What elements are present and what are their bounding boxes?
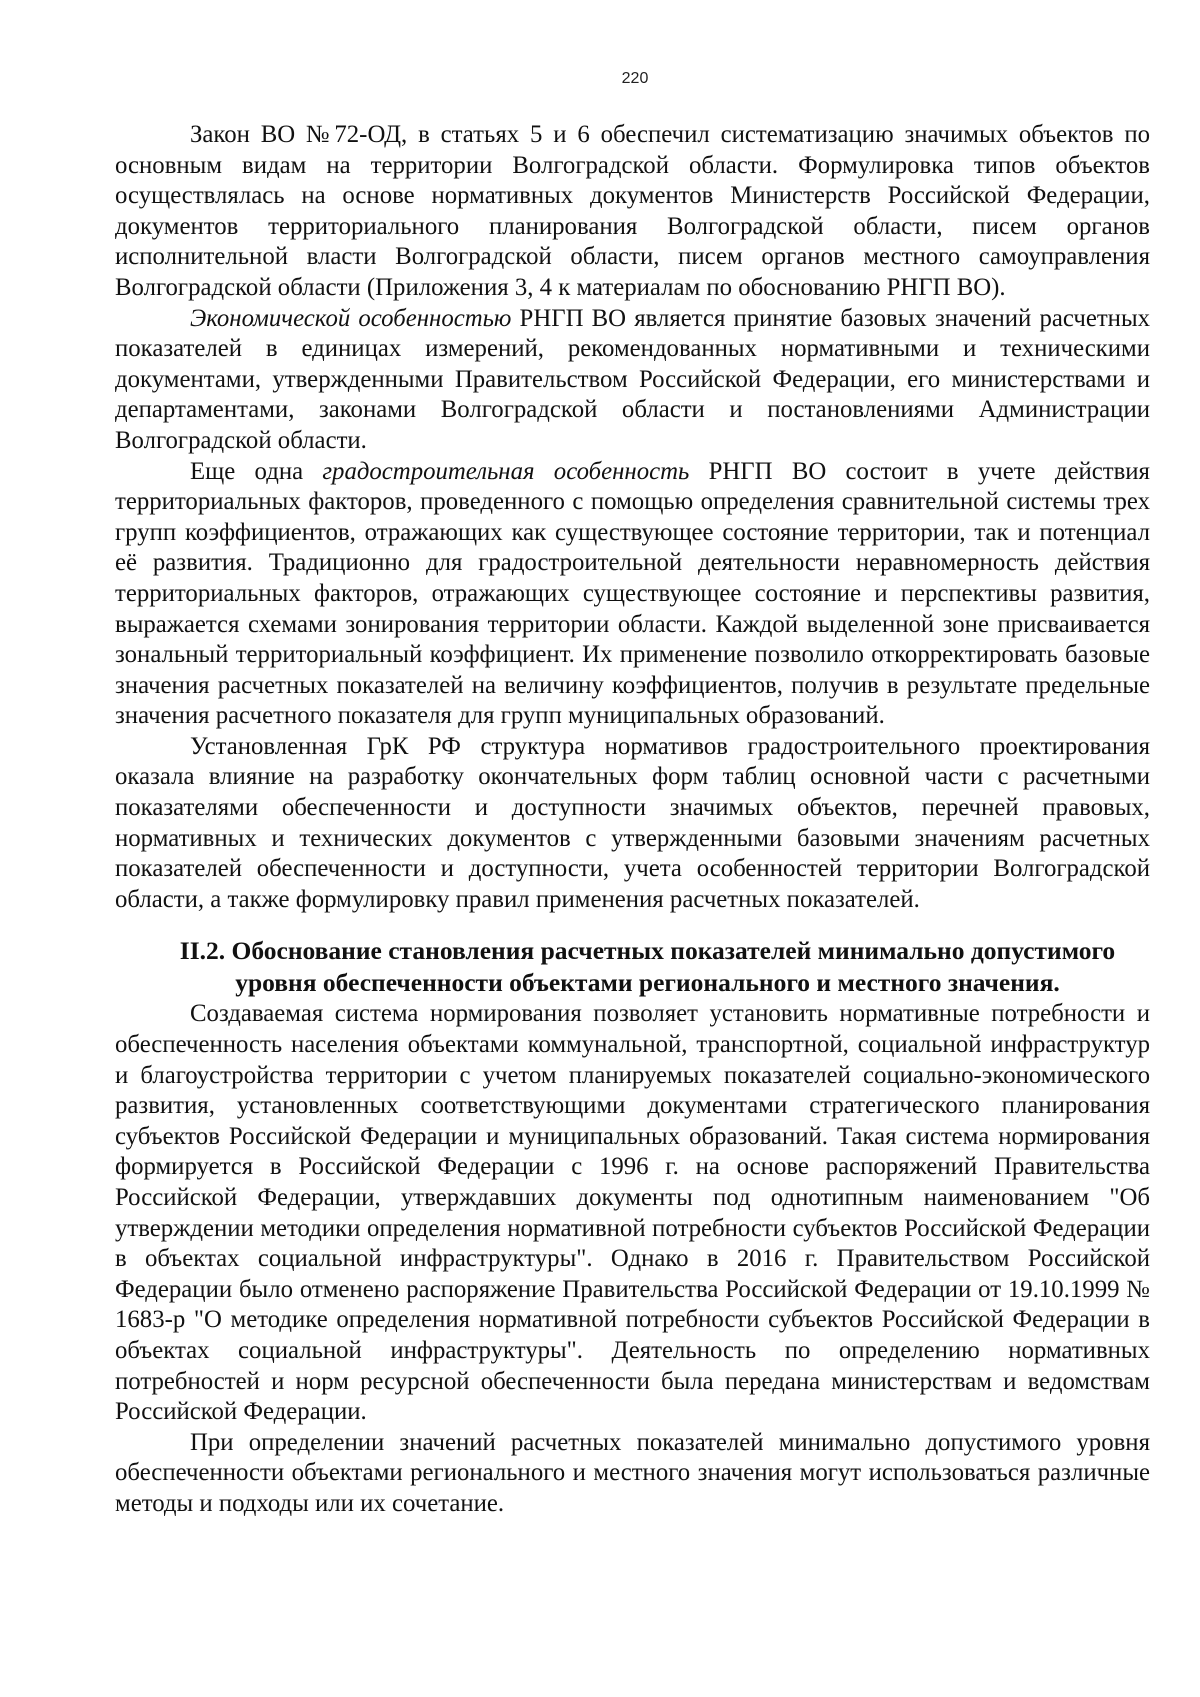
paragraph-economic-feature [115, 304, 1150, 457]
page-number: 220 [621, 70, 649, 87]
section-heading-line2: уровня обеспеченности объектами регионального и местного значения. [235, 968, 1060, 998]
urban-feature-text: РНГП ВО состоит в учете действия территориальных факторов, проведенного с помощью определения сравнительной системы трех групп коэффициентов, отражающих как существующее состояние территории, так и потенциал её развития. Традиционно для градостроительной деятельности неравномерность действия территориальных факторов, отражающих существующее состояние и перспективы развития, выражается схемами зонирования территории области. Каждой выделенной зоне присваивается зональный территориальный коэффициент. Их применение позволило откорректировать базовые значения расчетных показателей на величину коэффициентов, получив в результате предельные значения расчетного показателя для групп муниципальных образований. [115, 457, 1150, 730]
paragraph-law-systematization: Закон ВО №72-ОД, в статьях 5 и 6 обеспечил систематизацию значимых объектов по основным видам на территории Волгоградской области. Формулировка типов объектов осуществлялась на основе нормативных документов Министерств Российской Федерации, документов территориального планирования Волгоградской области, писем органов исполнительной власти Волгоградской области, писем органов местного самоуправления Волгоградской области (Приложения 3, 4 к материалам по обоснованию РНГП ВО). [115, 121, 1150, 301]
paragraph-grk-structure: Установленная ГрК РФ структура нормативов градостроительного проектирования оказала влияние на разработку окончательных форм таблиц основной части с расчетными показателями обеспеченности и доступности значимых объектов, перечней правовых, нормативных и технических документов с утвержденными базовыми значениям расчетных показателей обеспеченности и доступности, учета особенностей территории Волгоградской области, а также формулировку правил применения расчетных показателей. [115, 732, 1150, 913]
paragraph-methods: При определении значений расчетных показателей минимально допустимого уровня обеспеченности объектами регионального и местного значения могут использоваться различные методы и подходы или их сочетание. [115, 1428, 1150, 1517]
section-heading [115, 935, 1150, 999]
paragraph-urban-feature [115, 457, 1150, 732]
paragraph-norming-system: Создаваемая система нормирования позволяет установить нормативные потребности и обеспеченность населения объектами коммунальной, транспортной, социальной инфраструктур и благоустройства территории с учетом планируемых показателей социально-экономического развития, установленных соответствующими документами стратегического планирования субъектов Российской Федерации и муниципальных образований. Такая система нормирования формируется в Российской Федерации с 1996 г. на основе распоряжений Правительства Российской Федерации, утверждавших документы под однотипным наименованием "Об утверждении методики определения нормативной потребности субъектов Российской Федерации в объектах социальной инфраструктуры". Однако в 2016 г. Правительством Российской Федерации было отменено распоряжение Правительства Российской Федерации от 19.10.1999 № 1683-р "О методике определения нормативной потребности субъектов Российской Федерации в объектах социальной инфраструктуры". Деятельность по определению нормативных потребностей и норм ресурсной обеспеченности была передана министерствам и ведомствам Российской Федерации. [115, 1000, 1150, 1426]
document-body [115, 120, 1150, 1520]
economic-feature-emphasis: Экономической особенностью [190, 304, 512, 332]
urban-feature-lead: Еще одна [190, 457, 323, 485]
urban-feature-emphasis: градостроительная особенность [322, 457, 690, 485]
economic-feature-text: РНГП ВО является принятие базовых значений расчетных показателей в единицах измерений, рекомендованных нормативными и техническими документами, утвержденными Правительством Российской Федерации, его министерствами и департаментами, законами Волгоградской области и постановлениями Администрации Волгоградской области. [115, 304, 1151, 454]
section-heading-line1: II.2. Обоснование становления расчетных показателей минимально допустимого [179, 936, 1116, 966]
